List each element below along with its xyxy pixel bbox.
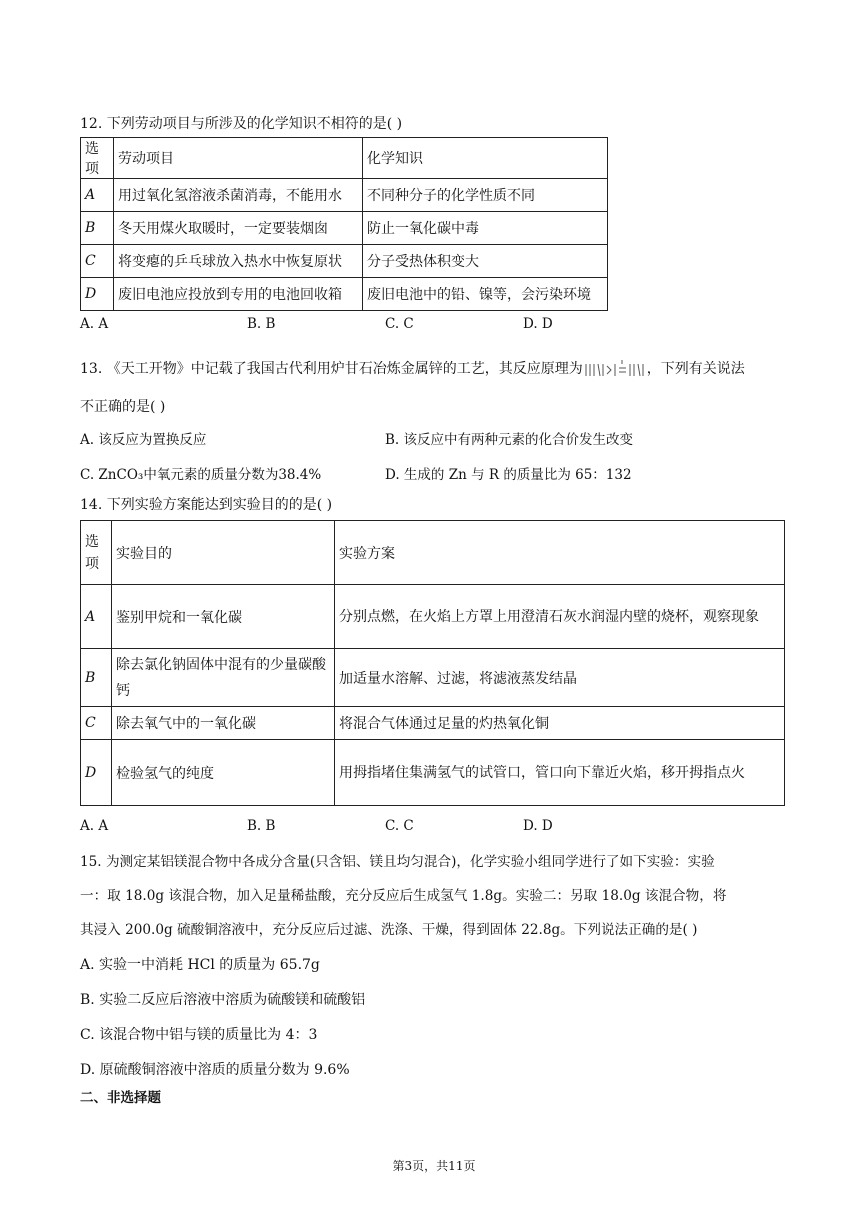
reaction-equation-image bbox=[584, 356, 646, 382]
table-row bbox=[81, 278, 608, 311]
table-header-cell: 实验目的 bbox=[112, 521, 335, 585]
table-cell: 不同种分子的化学性质不同 bbox=[363, 179, 608, 212]
table-cell: 废旧电池中的铅、镍等，会污染环境 bbox=[363, 278, 608, 311]
table-header-cell: 劳动项目 bbox=[114, 138, 363, 179]
table-header-row bbox=[81, 138, 608, 179]
table-row bbox=[81, 649, 785, 707]
table-cell: 将混合气体通过足量的灼热氧化铜 bbox=[335, 707, 785, 740]
option-b[interactable]: B. 实验二反应后溶液中溶质为硫酸镁和硫酸铝 bbox=[80, 992, 366, 1008]
option-d[interactable]: D. D bbox=[523, 316, 553, 332]
q14-stem: 14. 下列实验方案能达到实验目的的是( ) bbox=[80, 497, 333, 513]
table-cell: 冬天用煤火取暖时，一定要装烟囱 bbox=[114, 212, 363, 245]
table-cell: 用过氧化氢溶液杀菌消毒，不能用水 bbox=[114, 179, 363, 212]
section-heading: 二、非选择题 bbox=[80, 1090, 161, 1106]
table-header-row bbox=[81, 521, 785, 585]
table-cell: B bbox=[81, 649, 112, 707]
table-cell: A bbox=[81, 585, 112, 649]
table-cell: C bbox=[81, 245, 114, 278]
table-cell: 将变瘪的乒乓球放入热水中恢复原状 bbox=[114, 245, 363, 278]
option-c[interactable]: C. C bbox=[385, 818, 414, 834]
table-row bbox=[81, 585, 785, 649]
table-header-cell: 选项 bbox=[81, 138, 114, 179]
table-row bbox=[81, 740, 785, 806]
q13-stem-part2: ，下列有关说法 bbox=[646, 361, 745, 377]
option-d[interactable]: D. 原硫酸铜溶液中溶质的质量分数为 9.6% bbox=[80, 1062, 350, 1078]
table-header-cell: 化学知识 bbox=[363, 138, 608, 179]
table-cell: 加适量水溶解、过滤，将滤液蒸发结晶 bbox=[335, 649, 785, 707]
q15-stem-line3: 其浸入 200.0g 硫酸铜溶液中，充分反应后过滤、洗涤、干燥，得到固体 22.8g。下列说法正确的是( ) bbox=[80, 922, 698, 938]
table-cell: C bbox=[81, 707, 112, 740]
table-cell: 废旧电池应投放到专用的电池回收箱 bbox=[114, 278, 363, 311]
q15-stem-line2: 一：取 18.0g 该混合物，加入足量稀盐酸，充分反应后生成氢气 1.8g。实验二：另取 18.0g 该混合物，将 bbox=[80, 888, 727, 904]
table-cell: 除去氧气中的一氧化碳 bbox=[112, 707, 335, 740]
table-header-cell: 选 项 bbox=[81, 521, 112, 585]
option-c[interactable]: C. ZnCO₃中氧元素的质量分数为38.4% bbox=[80, 467, 322, 483]
table-row bbox=[81, 245, 608, 278]
option-d[interactable]: D. D bbox=[523, 818, 553, 834]
option-c[interactable]: C. 该混合物中铝与镁的质量比为 4：3 bbox=[80, 1027, 318, 1043]
q12-stem: 12. 下列劳动项目与所涉及的化学知识不相符的是( ) bbox=[80, 116, 403, 132]
table-cell: 鉴别甲烷和一氧化碳 bbox=[112, 585, 335, 649]
table-cell: D bbox=[81, 740, 112, 806]
option-a[interactable]: A. A bbox=[80, 316, 109, 332]
table-cell: 防止一氧化碳中毒 bbox=[363, 212, 608, 245]
table-cell: B bbox=[81, 212, 114, 245]
table-cell: 检验氢气的纯度 bbox=[112, 740, 335, 806]
table-cell: 分别点燃，在火焰上方罩上用澄清石灰水润湿内壁的烧杯，观察现象 bbox=[335, 585, 785, 649]
table-row bbox=[81, 179, 608, 212]
table-row bbox=[81, 212, 608, 245]
table-row bbox=[81, 707, 785, 740]
option-b[interactable]: B. B bbox=[247, 316, 276, 332]
table-header-cell: 实验方案 bbox=[335, 521, 785, 585]
option-a[interactable]: A. 该反应为置换反应 bbox=[80, 432, 207, 448]
q15-stem-line1: 15. 为测定某铝镁混合物中各成分含量(只含铝、镁且均匀混合)，化学实验小组同学进行了如下实验：实验 bbox=[80, 854, 715, 870]
table-cell: 用拇指堵住集满氢气的试管口，管口向下靠近火焰，移开拇指点火 bbox=[335, 740, 785, 806]
option-a[interactable]: A. A bbox=[80, 818, 109, 834]
q13-stem-line2: 不正确的是( ) bbox=[80, 399, 166, 415]
table-cell: A bbox=[81, 179, 114, 212]
q13-stem-part1: 13. 《天工开物》中记载了我国古代利用炉甘石冶炼金属锌的工艺，其反应原理为 bbox=[80, 361, 583, 377]
option-b[interactable]: B. B bbox=[247, 818, 276, 834]
page-footer: 第3页，共11页 bbox=[392, 1159, 476, 1173]
table-cell: 分子受热体积变大 bbox=[363, 245, 608, 278]
option-c[interactable]: C. C bbox=[385, 316, 414, 332]
option-d[interactable]: D. 生成的 Zn 与 R 的质量比为 65：132 bbox=[385, 467, 632, 483]
table-cell: 除去氯化钠固体中混有的少量碳酸钙 bbox=[112, 649, 335, 707]
q12-table bbox=[80, 137, 608, 311]
option-b[interactable]: B. 该反应中有两种元素的化合价发生改变 bbox=[385, 432, 634, 448]
table-cell: D bbox=[81, 278, 114, 311]
q14-table bbox=[80, 520, 785, 806]
option-a[interactable]: A. 实验一中消耗 HCl 的质量为 65.7g bbox=[80, 957, 320, 973]
q13-stem bbox=[80, 356, 745, 382]
